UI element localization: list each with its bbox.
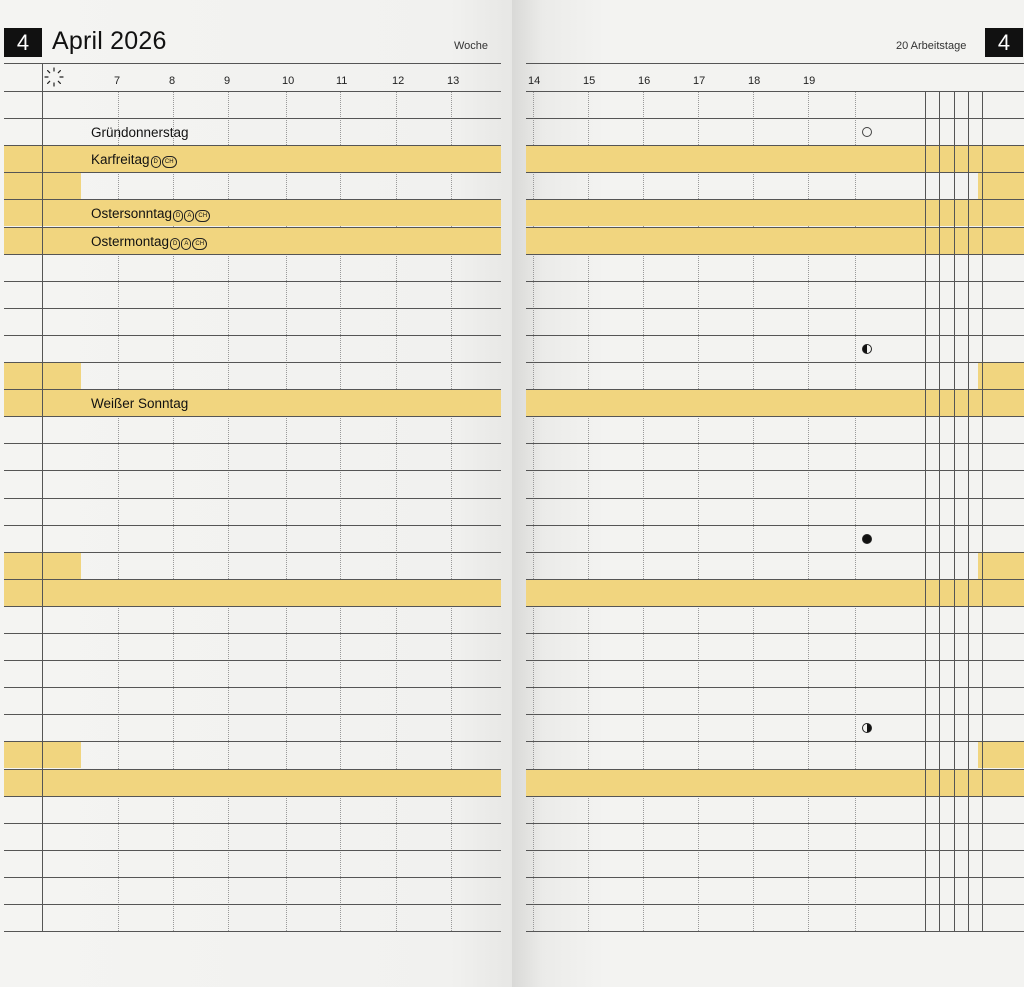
row-rule: [526, 823, 1024, 824]
row-rule: [526, 660, 1024, 661]
row-rule: [4, 877, 501, 878]
moon-phase-icon: [862, 127, 872, 137]
row-rule: [526, 552, 1024, 553]
row-rule: [4, 823, 501, 824]
country-badge: D: [170, 238, 180, 250]
row-rule: [526, 362, 1024, 363]
country-badge: D: [151, 156, 161, 168]
tracker-column-rule: [954, 91, 955, 931]
row-rule: [4, 389, 501, 390]
saturday-band: [978, 172, 1024, 199]
holiday-band: [526, 227, 1024, 254]
hour-label: 10: [282, 75, 295, 87]
holiday-label: [91, 228, 207, 255]
country-badge: CH: [192, 238, 207, 250]
row-rule: [526, 498, 1024, 499]
hour-label: 19: [803, 75, 816, 87]
holiday-label: [91, 119, 189, 146]
row-rule: [526, 389, 1024, 390]
row-rule: [4, 498, 501, 499]
row-rule: [526, 254, 1024, 255]
holiday-band: [4, 227, 501, 254]
row-rule: [4, 660, 501, 661]
bottom-rule: [4, 931, 501, 932]
row-rule: [526, 904, 1024, 905]
hour-label: 11: [336, 75, 348, 87]
country-badge: A: [184, 210, 194, 222]
country-badge: D: [173, 210, 183, 222]
row-rule: [4, 199, 501, 200]
holiday-band: [526, 769, 1024, 796]
holiday-band: [526, 389, 1024, 416]
holiday-name: Weißer Sonntag: [91, 396, 189, 412]
hour-label: 12: [392, 75, 405, 87]
row-rule: [526, 145, 1024, 146]
row-rule: [526, 199, 1024, 200]
row-rule: [526, 227, 1024, 228]
row-rule: [526, 877, 1024, 878]
row-rule: [4, 335, 501, 336]
holiday-band: [526, 199, 1024, 226]
holiday-label: [91, 200, 210, 227]
row-rule: [4, 254, 501, 255]
row-rule: [4, 172, 501, 173]
row-rule: [4, 552, 501, 553]
row-rule: [4, 769, 501, 770]
row-rule: [526, 796, 1024, 797]
row-rule: [526, 579, 1024, 580]
row-rule: [4, 714, 501, 715]
moon-phase-icon: [862, 344, 872, 354]
row-rule: [4, 525, 501, 526]
right-page: [512, 0, 1024, 987]
row-rule: [526, 687, 1024, 688]
saturday-band: [978, 362, 1024, 389]
row-rule: [4, 281, 501, 282]
hour-label: 17: [693, 75, 706, 87]
row-rule: [4, 796, 501, 797]
holiday-band: [4, 199, 501, 226]
row-rule: [4, 633, 501, 634]
row-rule: [526, 416, 1024, 417]
holiday-label: [91, 146, 177, 173]
holiday-band: [526, 579, 1024, 606]
row-rule: [526, 525, 1024, 526]
row-rule: [4, 118, 501, 119]
holiday-name: Gründonnerstag: [91, 125, 189, 141]
row-rule: [4, 579, 501, 580]
row-rule: [4, 741, 501, 742]
month-number-badge-right: 4: [985, 28, 1023, 57]
row-rule: [526, 470, 1024, 471]
hour-label: 7: [114, 75, 121, 87]
holiday-band: [4, 579, 501, 606]
holiday-name: Ostermontag: [91, 233, 170, 249]
row-rule: [4, 904, 501, 905]
row-rule: [526, 335, 1024, 336]
holiday-band: [526, 145, 1024, 172]
row-rule: [4, 606, 501, 607]
row-rule: [4, 145, 501, 146]
row-rule: [4, 416, 501, 417]
hour-label: 14: [528, 75, 541, 87]
row-rule: [4, 443, 501, 444]
hour-label: 8: [169, 75, 176, 87]
row-rule: [526, 741, 1024, 742]
month-number-badge: 4: [4, 28, 42, 57]
moon-phase-icon: [862, 723, 872, 733]
page-title: April 2026: [52, 27, 167, 55]
workdays-label: 20 Arbeitstage: [896, 40, 967, 52]
tracker-column-rule: [925, 91, 926, 931]
row-rule: [4, 362, 501, 363]
day-column-rule: [42, 63, 43, 931]
country-badge: CH: [195, 210, 210, 222]
row-rule: [526, 91, 1024, 92]
row-rule: [4, 308, 501, 309]
row-rule: [526, 118, 1024, 119]
holiday-name: Karfreitag: [91, 152, 150, 168]
bottom-rule: [526, 931, 1024, 932]
hour-label: 15: [583, 75, 596, 87]
row-rule: [526, 714, 1024, 715]
holiday-band: [4, 769, 501, 796]
row-rule: [526, 850, 1024, 851]
row-rule: [4, 850, 501, 851]
tracker-column-rule: [968, 91, 969, 931]
row-rule: [526, 769, 1024, 770]
tracker-column-rule: [939, 91, 940, 931]
row-rule: [4, 91, 501, 92]
row-rule: [526, 281, 1024, 282]
hour-label: 13: [447, 75, 460, 87]
row-rule: [526, 443, 1024, 444]
country-badge: A: [181, 238, 191, 250]
saturday-band: [978, 741, 1024, 768]
moon-phase-icon: [862, 534, 872, 544]
saturday-band: [978, 552, 1024, 579]
row-rule: [4, 687, 501, 688]
hour-label: 18: [748, 75, 761, 87]
hour-label: 16: [638, 75, 651, 87]
holiday-band: [4, 389, 501, 416]
row-rule: [526, 633, 1024, 634]
row-rule: [526, 308, 1024, 309]
row-rule: [4, 227, 501, 228]
row-rule: [526, 606, 1024, 607]
row-rule: [4, 470, 501, 471]
holiday-band: [4, 145, 501, 172]
row-rule: [526, 172, 1024, 173]
holiday-label: [91, 390, 188, 417]
week-column-label: Woche: [454, 40, 489, 52]
holiday-name: Ostersonntag: [91, 206, 173, 222]
right-grid: [512, 0, 1024, 987]
hour-label: 9: [224, 75, 231, 87]
tracker-column-rule: [982, 91, 983, 931]
country-badge: CH: [162, 156, 177, 168]
